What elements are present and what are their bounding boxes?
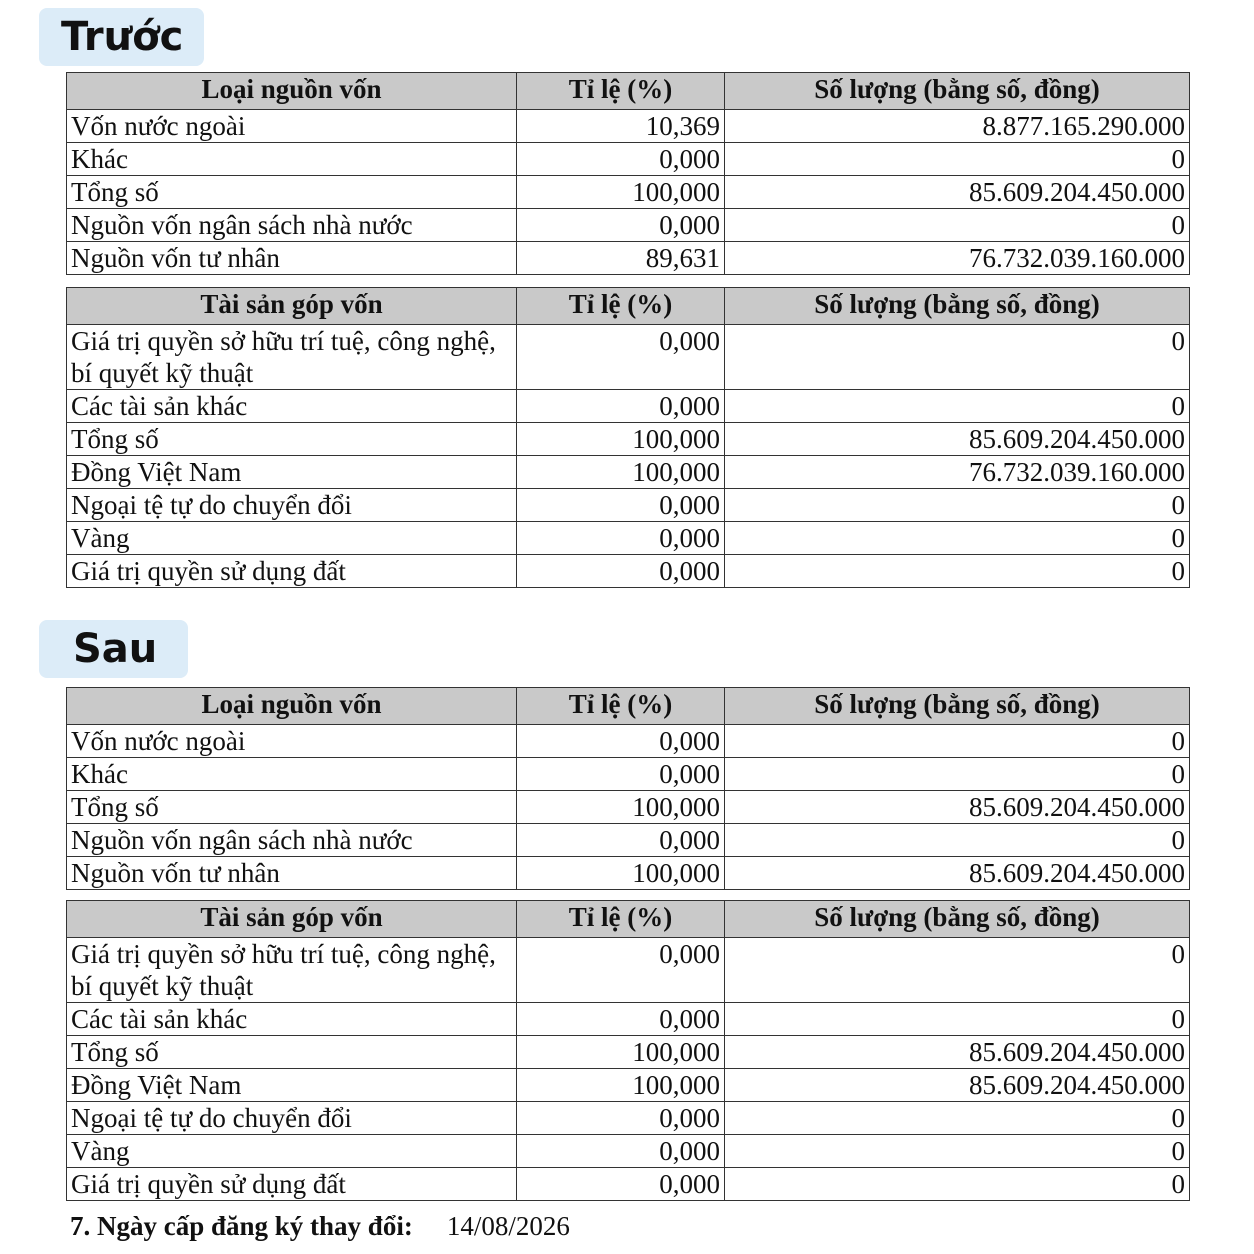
row-percent: 100,000: [517, 423, 725, 456]
table-row: [67, 1069, 1190, 1102]
table-row: [67, 1168, 1190, 1201]
column-header: Số lượng (bằng số, đồng): [725, 688, 1190, 725]
row-amount: 0: [725, 1135, 1190, 1168]
row-label: Tổng số: [67, 1036, 517, 1069]
row-label: Ngoại tệ tự do chuyển đổi: [67, 1102, 517, 1135]
after-contributed-asset-table: [66, 900, 1190, 1201]
row-amount: 0: [725, 824, 1190, 857]
column-header: Tài sản góp vốn: [67, 288, 517, 325]
change-date-label: 7. Ngày cấp đăng ký thay đổi:: [70, 1211, 413, 1241]
row-label: Các tài sản khác: [67, 390, 517, 423]
row-percent: 0,000: [517, 758, 725, 791]
table-row: [67, 938, 1190, 1003]
column-header: Tỉ lệ (%): [517, 288, 725, 325]
table-row: [67, 456, 1190, 489]
row-percent: 0,000: [517, 489, 725, 522]
column-header: Tài sản góp vốn: [67, 901, 517, 938]
row-amount: 0: [725, 758, 1190, 791]
table-row: [67, 725, 1190, 758]
column-header: Tỉ lệ (%): [517, 73, 725, 110]
row-percent: 0,000: [517, 555, 725, 588]
table-row: [67, 522, 1190, 555]
row-amount: 85.609.204.450.000: [725, 176, 1190, 209]
row-amount: 0: [725, 1102, 1190, 1135]
row-amount: 0: [725, 1003, 1190, 1036]
row-percent: 0,000: [517, 325, 725, 390]
row-label: Nguồn vốn tư nhân: [67, 857, 517, 890]
row-percent: 10,369: [517, 110, 725, 143]
column-header: Số lượng (bằng số, đồng): [725, 901, 1190, 938]
row-label: Khác: [67, 758, 517, 791]
row-percent: 0,000: [517, 1102, 725, 1135]
row-amount: 0: [725, 1168, 1190, 1201]
table-row: [67, 242, 1190, 275]
row-percent: 0,000: [517, 390, 725, 423]
row-percent: 100,000: [517, 857, 725, 890]
row-percent: 0,000: [517, 938, 725, 1003]
row-label: Giá trị quyền sử dụng đất: [67, 555, 517, 588]
row-amount: 85.609.204.450.000: [725, 423, 1190, 456]
row-label: Tổng số: [67, 423, 517, 456]
change-date-value: 14/08/2026: [446, 1211, 570, 1241]
table-header-row: [67, 73, 1190, 110]
row-amount: 0: [725, 209, 1190, 242]
row-amount: 0: [725, 725, 1190, 758]
table-row: [67, 325, 1190, 390]
row-percent: 0,000: [517, 522, 725, 555]
row-label: Vàng: [67, 1135, 517, 1168]
row-amount: 0: [725, 938, 1190, 1003]
column-header: Số lượng (bằng số, đồng): [725, 288, 1190, 325]
table-row: [67, 209, 1190, 242]
row-label: Đồng Việt Nam: [67, 456, 517, 489]
table-row: [67, 423, 1190, 456]
row-percent: 0,000: [517, 1168, 725, 1201]
table-row: [67, 791, 1190, 824]
row-label: Nguồn vốn tư nhân: [67, 242, 517, 275]
row-percent: 100,000: [517, 176, 725, 209]
row-percent: 89,631: [517, 242, 725, 275]
row-percent: 100,000: [517, 1069, 725, 1102]
before-capital-source-table: [66, 72, 1190, 275]
row-amount: 0: [725, 522, 1190, 555]
row-label: Nguồn vốn ngân sách nhà nước: [67, 824, 517, 857]
table-row: [67, 176, 1190, 209]
table-header-row: [67, 901, 1190, 938]
row-label: Giá trị quyền sở hữu trí tuệ, công nghệ, bí quyết kỹ thuật: [67, 938, 517, 1003]
row-label: Tổng số: [67, 176, 517, 209]
table-row: [67, 1036, 1190, 1069]
row-label: Đồng Việt Nam: [67, 1069, 517, 1102]
before-contributed-asset-table: [66, 287, 1190, 588]
row-percent: 0,000: [517, 209, 725, 242]
table-row: [67, 489, 1190, 522]
change-registration-date: [70, 1211, 570, 1242]
table-header-row: [67, 288, 1190, 325]
after-capital-source-table: [66, 687, 1190, 890]
row-label: Ngoại tệ tự do chuyển đổi: [67, 489, 517, 522]
row-percent: 100,000: [517, 791, 725, 824]
row-amount: 0: [725, 390, 1190, 423]
column-header: Số lượng (bằng số, đồng): [725, 73, 1190, 110]
row-percent: 100,000: [517, 456, 725, 489]
row-amount: 8.877.165.290.000: [725, 110, 1190, 143]
row-percent: 0,000: [517, 1135, 725, 1168]
row-percent: 0,000: [517, 1003, 725, 1036]
column-header: Loại nguồn vốn: [67, 73, 517, 110]
row-label: Vốn nước ngoài: [67, 725, 517, 758]
row-amount: 85.609.204.450.000: [725, 791, 1190, 824]
row-amount: 0: [725, 325, 1190, 390]
row-amount: 0: [725, 143, 1190, 176]
column-header: Loại nguồn vốn: [67, 688, 517, 725]
table-row: [67, 110, 1190, 143]
row-amount: 85.609.204.450.000: [725, 1069, 1190, 1102]
row-label: Khác: [67, 143, 517, 176]
table-row: [67, 857, 1190, 890]
row-percent: 100,000: [517, 1036, 725, 1069]
table-header-row: [67, 688, 1190, 725]
row-amount: 85.609.204.450.000: [725, 1036, 1190, 1069]
row-amount: 85.609.204.450.000: [725, 857, 1190, 890]
row-label: Vàng: [67, 522, 517, 555]
row-label: Nguồn vốn ngân sách nhà nước: [67, 209, 517, 242]
table-row: [67, 1135, 1190, 1168]
row-amount: 0: [725, 489, 1190, 522]
row-percent: 0,000: [517, 143, 725, 176]
column-header: Tỉ lệ (%): [517, 688, 725, 725]
row-label: Vốn nước ngoài: [67, 110, 517, 143]
table-row: [67, 1102, 1190, 1135]
row-percent: 0,000: [517, 824, 725, 857]
table-row: [67, 143, 1190, 176]
table-row: [67, 824, 1190, 857]
row-percent: 0,000: [517, 725, 725, 758]
row-label: Giá trị quyền sở hữu trí tuệ, công nghệ, bí quyết kỹ thuật: [67, 325, 517, 390]
table-row: [67, 1003, 1190, 1036]
row-label: Giá trị quyền sử dụng đất: [67, 1168, 517, 1201]
table-row: [67, 758, 1190, 791]
table-row: [67, 390, 1190, 423]
row-amount: 76.732.039.160.000: [725, 456, 1190, 489]
after-section-label: Sau: [39, 620, 188, 678]
before-section-label: Trước: [39, 8, 204, 66]
row-amount: 0: [725, 555, 1190, 588]
table-row: [67, 555, 1190, 588]
row-label: Các tài sản khác: [67, 1003, 517, 1036]
column-header: Tỉ lệ (%): [517, 901, 725, 938]
row-label: Tổng số: [67, 791, 517, 824]
row-amount: 76.732.039.160.000: [725, 242, 1190, 275]
